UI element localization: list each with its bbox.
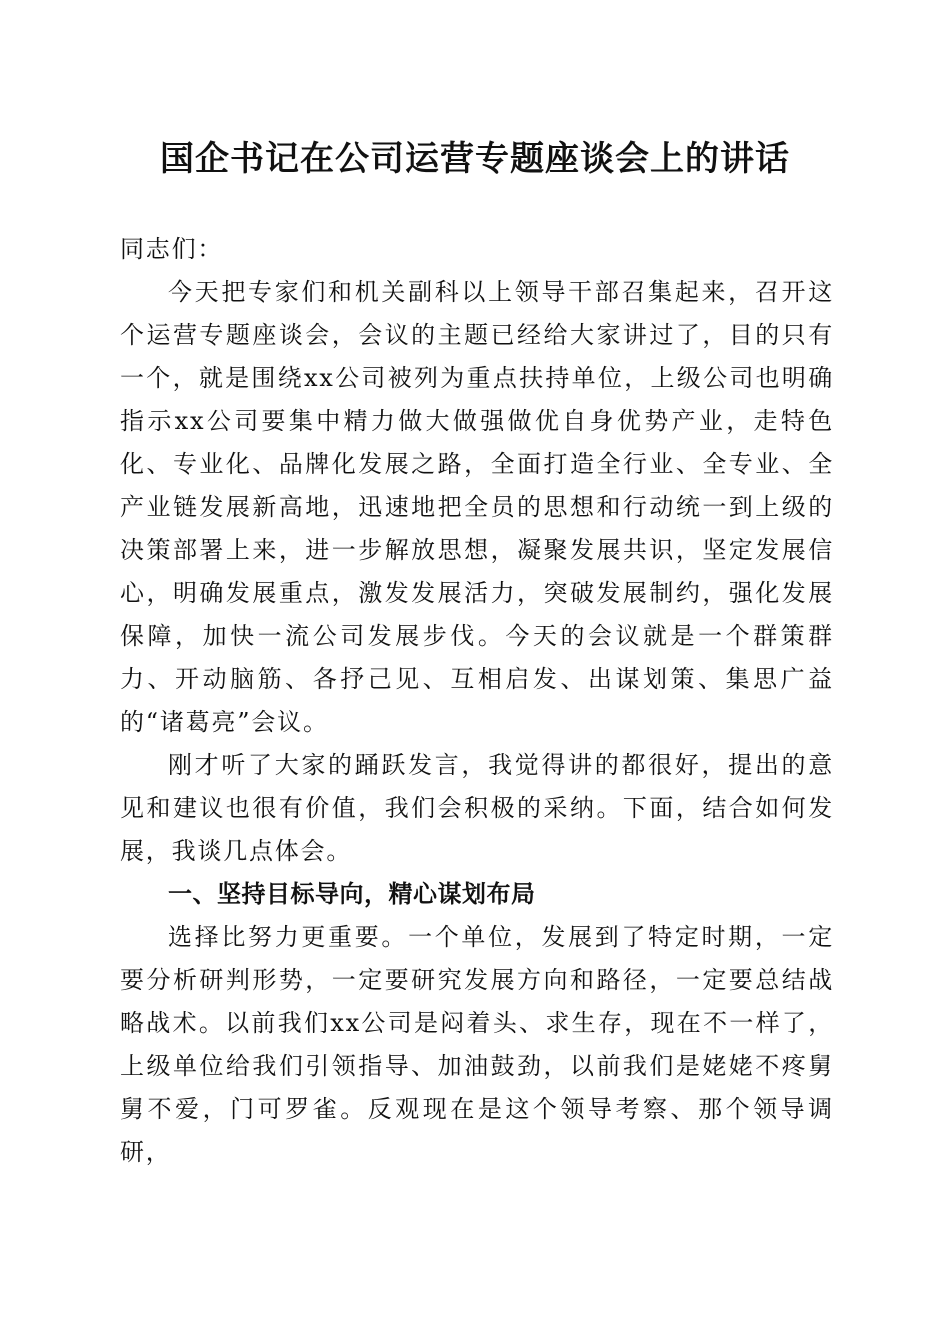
paragraph-response: 刚才听了大家的踊跃发言，我觉得讲的都很好，提出的意见和建议也很有价值，我们会积极的采纳。下面，结合如何发展，我谈几点体会。 bbox=[120, 751, 834, 865]
salutation: 同志们： bbox=[120, 235, 224, 263]
paragraph-opening: 今天把专家们和机关副科以上领导干部召集起来，召开这个运营专题座谈会，会议的主题已经给大家讲过了，目的只有一个，就是围绕xx公司被列为重点扶持单位，上级公司也明确指示xx公司要集中精力做大做强做优自身优势产业，走特色化、专业化、品牌化发展之路，全面打造全行业、全专业、全产业链发展新高地，迅速地把全员的思想和行动统一到上级的决策部署上来，进一步解放思想，凝聚发展共识，坚定发展信心，明确发展重点，激发发展活力，突破发展制约，强化发展保障，加快一流公司发展步伐。今天的会议就是一个群策群力、开动脑筋、各抒己见、互相启发、出谋划策、集思广益的“诸葛亮”会议。 bbox=[120, 278, 834, 736]
document-title: 国企书记在公司运营专题座谈会上的讲话 bbox=[160, 139, 790, 179]
section-heading: 一、坚持目标导向，精心谋划布局 bbox=[168, 880, 536, 908]
paragraph-section-one: 选择比努力更重要。一个单位，发展到了特定时期，一定要分析研判形势，一定要研究发展方向和路径，一定要总结战略战术。以前我们xx公司是闷着头、求生存，现在不一样了，上级单位给我们引领指导、加油鼓劲，以前我们是姥姥不疼舅舅不爱，门可罗雀。反观现在是这个领导考察、那个领导调研， bbox=[120, 923, 834, 1166]
document-body bbox=[120, 228, 834, 1174]
